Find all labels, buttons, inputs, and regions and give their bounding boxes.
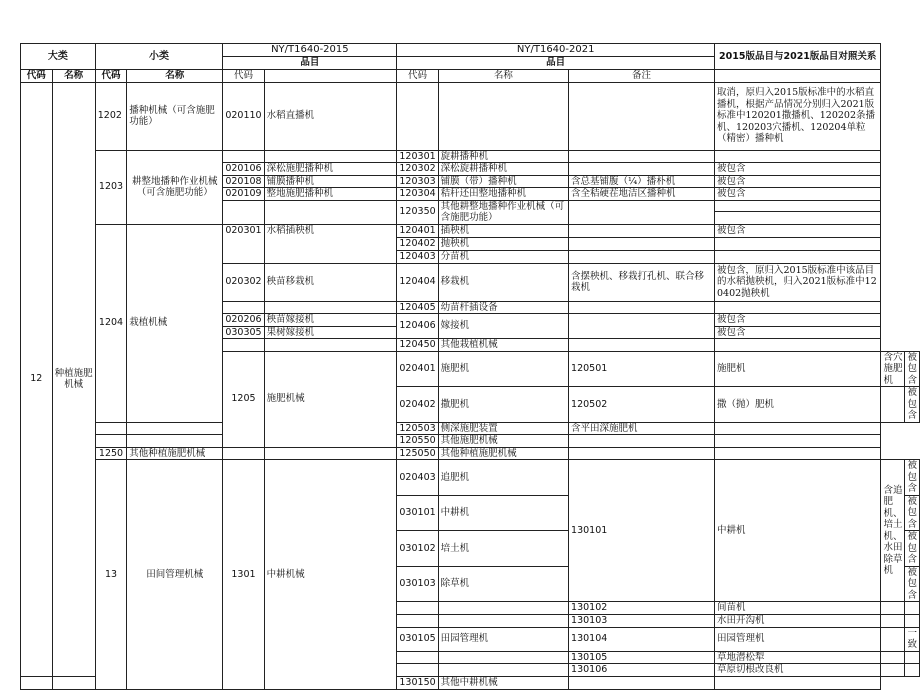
name-2021: 嫁接机 [438,314,568,339]
code-2021: 120501 [569,351,715,387]
code-2015 [223,200,264,224]
code-2021: 120406 [397,314,438,339]
code-2021: 120550 [397,435,438,448]
code-2015 [95,435,127,448]
code-2021: 120302 [397,163,438,176]
code-2021: 130105 [569,651,715,664]
sub-code: 1203 [95,150,127,224]
compare-note: 被包含 [905,566,920,602]
code-2015: 030305 [223,326,264,339]
table-row [21,82,920,150]
compare-note [714,250,881,263]
remark [569,163,715,176]
remark [569,339,715,352]
sub-name: 耕整地播种作业机械（可含施肥功能） [127,150,223,224]
sub-name: 播种机械（可含施肥功能） [127,82,223,150]
header-remark: 备注 [569,69,715,82]
compare-note: 被包含 [714,326,881,339]
code-2015: 020108 [223,175,264,188]
code-2021: 120403 [397,250,438,263]
code-2021: 120404 [397,263,438,301]
remark [881,602,905,615]
header-sub-name: 名称 [127,69,223,82]
name-2015 [264,447,397,460]
sub-code: 1250 [95,447,127,460]
code-2021: 120303 [397,175,438,188]
major-name: 田间管理机械 [127,460,223,690]
remark: 含追肥机、培土机、水田除草机 [881,460,905,602]
compare-note: 被包含 [905,351,920,387]
name-2021: 插秧机 [438,224,568,237]
code-2021: 130106 [569,664,715,677]
name-2015 [127,422,223,435]
compare-note: 被包含 [714,188,881,201]
header-standard-2021: NY/T1640-2021 [397,44,715,57]
remark: 含总基铺腹（¼）播朴机 [569,175,715,188]
name-2015: 田园管理机 [438,627,568,651]
code-2021: 120350 [397,200,438,224]
header-item-2015: 品目 [223,56,397,69]
name-2015: 培土机 [438,531,568,567]
remark: 含摆秧机、移栽打孔机、联合移栽机 [569,263,715,301]
code-2015: 030103 [397,566,438,602]
name-2015: 撒肥机 [438,387,568,423]
sub-code: 1205 [223,351,264,447]
compare-note [714,447,881,460]
table-row [21,224,920,237]
code-2015: 030101 [397,495,438,531]
compare-note: 被包含 [905,460,920,496]
remark [569,314,715,339]
compare-note [714,435,881,448]
header-name-2021: 名称 [438,69,568,82]
name-2021: 施肥机 [714,351,881,387]
name-2015 [438,615,568,628]
code-2021: 120405 [397,301,438,314]
compare-note [714,676,881,689]
sub-code: 1204 [95,224,127,422]
table-row [21,447,920,460]
name-2015: 深松施肥播种机 [264,163,397,176]
compare-note [905,664,920,677]
name-2021: 铺膜（带）播种机 [438,175,568,188]
code-2015: 020206 [223,314,264,327]
name-2015 [264,301,397,314]
remark [569,435,715,448]
code-2021: 120502 [569,387,715,423]
name-2021: 其他中耕机械 [438,676,568,689]
name-2021: 其他施肥机械 [438,435,568,448]
remark: 含全秸硬茬地洁区播种机 [569,188,715,201]
header-standard-2015: NY/T1640-2015 [223,44,397,57]
compare-note [714,200,881,211]
remark [881,651,905,664]
code-2021: 120402 [397,237,438,250]
code-2021: 120503 [397,422,438,435]
remark [569,301,715,314]
name-2015 [264,339,397,352]
compare-note [714,339,881,352]
remark [569,150,715,163]
code-2015 [397,615,438,628]
code-2015 [397,651,438,664]
remark [569,82,715,150]
table-row [21,150,920,163]
major-code: 13 [95,460,127,690]
code-2015 [21,676,53,689]
name-2015 [264,150,397,163]
name-2021: 分苗机 [438,250,568,263]
name-2021: 移栽机 [438,263,568,301]
name-2015: 施肥机 [438,351,568,387]
comparison-table [20,43,920,690]
header-code-2021: 代码 [397,69,438,82]
compare-note [714,150,881,163]
compare-note: 取消，原归入2015版标准中的水稻直播机，根据产品情况分别归入2021版标准中120201撒播机、120202条播机、120203穴播机、120204单粒（精密）播种机 [714,82,881,150]
code-2021 [397,82,438,150]
compare-note [714,422,881,435]
remark [569,250,715,263]
remark [569,447,715,460]
code-2015: 020302 [223,263,264,301]
header-item-2021: 品目 [397,56,715,69]
major-name: 种植施肥机械 [52,82,95,676]
name-2015: 秧苗移栽机 [264,263,397,301]
remark [881,627,905,651]
remark: 含平田深施肥机 [569,422,715,435]
code-2015 [397,664,438,677]
compare-note [905,615,920,628]
code-2021: 120301 [397,150,438,163]
header-sub-code: 代码 [95,69,127,82]
sub-name: 施肥机械 [264,351,397,447]
code-2015 [223,339,264,352]
name-2021: 抛秧机 [438,237,568,250]
header-major-category: 大类 [21,44,96,70]
compare-note: 被包含 [714,314,881,327]
header-minor-category: 小类 [95,44,223,70]
compare-note: 被包含 [714,175,881,188]
name-2015: 果树嫁接机 [264,326,397,339]
name-2021: 撒（抛）肥机 [714,387,881,423]
name-2015: 铺膜播种机 [264,175,397,188]
name-2021: 草地潜松犁 [714,651,881,664]
name-2015 [52,676,95,689]
name-2021: 中耕机 [714,460,881,602]
compare-note: 被包含 [905,387,920,423]
code-2015: 030105 [397,627,438,651]
name-2015: 水稻插秧机 [264,224,397,263]
code-2015: 020402 [397,387,438,423]
code-2015: 020301 [223,224,264,263]
name-2015 [264,200,397,224]
major-code: 12 [21,82,53,676]
name-2015: 整地施肥播种机 [264,188,397,201]
code-2015: 020110 [223,82,264,150]
code-2021: 130101 [569,460,715,602]
code-2021: 130150 [397,676,438,689]
sub-name: 中耕机械 [264,460,397,690]
remark [569,676,715,689]
code-2015: 030102 [397,531,438,567]
remark [569,237,715,250]
name-2015 [438,651,568,664]
remark [881,615,905,628]
table-row [21,460,920,496]
compare-note: 一致 [905,627,920,651]
code-2021: 120304 [397,188,438,201]
code-2021: 125050 [397,447,438,460]
name-2015 [127,435,223,448]
name-2021 [438,82,568,150]
name-2015: 追肥机 [438,460,568,496]
compare-note [905,651,920,664]
compare-note: 被包含 [905,531,920,567]
name-2021: 间苗机 [714,602,881,615]
remark [881,387,905,423]
code-2021: 130104 [569,627,715,651]
header-code-2015: 代码 [223,69,264,82]
name-2015: 除草机 [438,566,568,602]
compare-note: 被包含 [714,224,881,237]
sub-name: 其他种植施肥机械 [127,447,223,460]
compare-note [714,237,881,250]
name-2021: 幼苗杆插设备 [438,301,568,314]
name-2015: 秧苗嫁接机 [264,314,397,327]
compare-note: 被包含 [905,495,920,531]
code-2015 [223,447,264,460]
name-2015: 水稻直播机 [264,82,397,150]
table-row [21,422,920,435]
code-2015 [397,602,438,615]
remark [569,200,715,224]
remark [881,664,905,677]
code-2021: 130103 [569,615,715,628]
code-2021: 130102 [569,602,715,615]
name-2015 [438,664,568,677]
name-2021: 水田开沟机 [714,615,881,628]
compare-note: 被包含 [714,163,881,176]
header-name: 名称 [52,69,95,82]
name-2021: 深松旋耕播种机 [438,163,568,176]
code-2015 [223,150,264,163]
remark: 含穴施肥机 [881,351,905,387]
name-2015 [438,602,568,615]
sub-code: 1301 [223,460,264,690]
name-2015: 中耕机 [438,495,568,531]
name-2021: 旋耕播种机 [438,150,568,163]
name-2021: 其他种植施肥机械 [438,447,568,460]
code-2015 [223,301,264,314]
code-2015: 020106 [223,163,264,176]
code-2021: 120401 [397,224,438,237]
header-code: 代码 [21,69,53,82]
header-compare: 2015版品目与2021版品目对照关系 [714,44,881,70]
compare-note [905,602,920,615]
name-2021: 其他耕整地播种作业机械（可含施肥功能） [438,200,568,224]
name-2021: 其他栽植机械 [438,339,568,352]
name-2021: 田园管理机 [714,627,881,651]
code-2015: 020403 [397,460,438,496]
code-2015: 020109 [223,188,264,201]
sub-code: 1202 [95,82,127,150]
code-2015 [95,422,127,435]
table-row [21,435,920,448]
name-2021: 侧深施肥装置 [438,422,568,435]
name-2021: 草原切根改良机 [714,664,881,677]
code-2021: 120450 [397,339,438,352]
compare-note [714,301,881,314]
code-2015: 020401 [397,351,438,387]
remark [569,224,715,237]
sub-name: 栽植机械 [127,224,223,422]
name-2021: 秸秆还田整地播种机 [438,188,568,201]
compare-note: 被包含，原归入2015版标准中该品目的水稻抛秧机，归入2021版标准中120402抛秧机 [714,263,881,301]
